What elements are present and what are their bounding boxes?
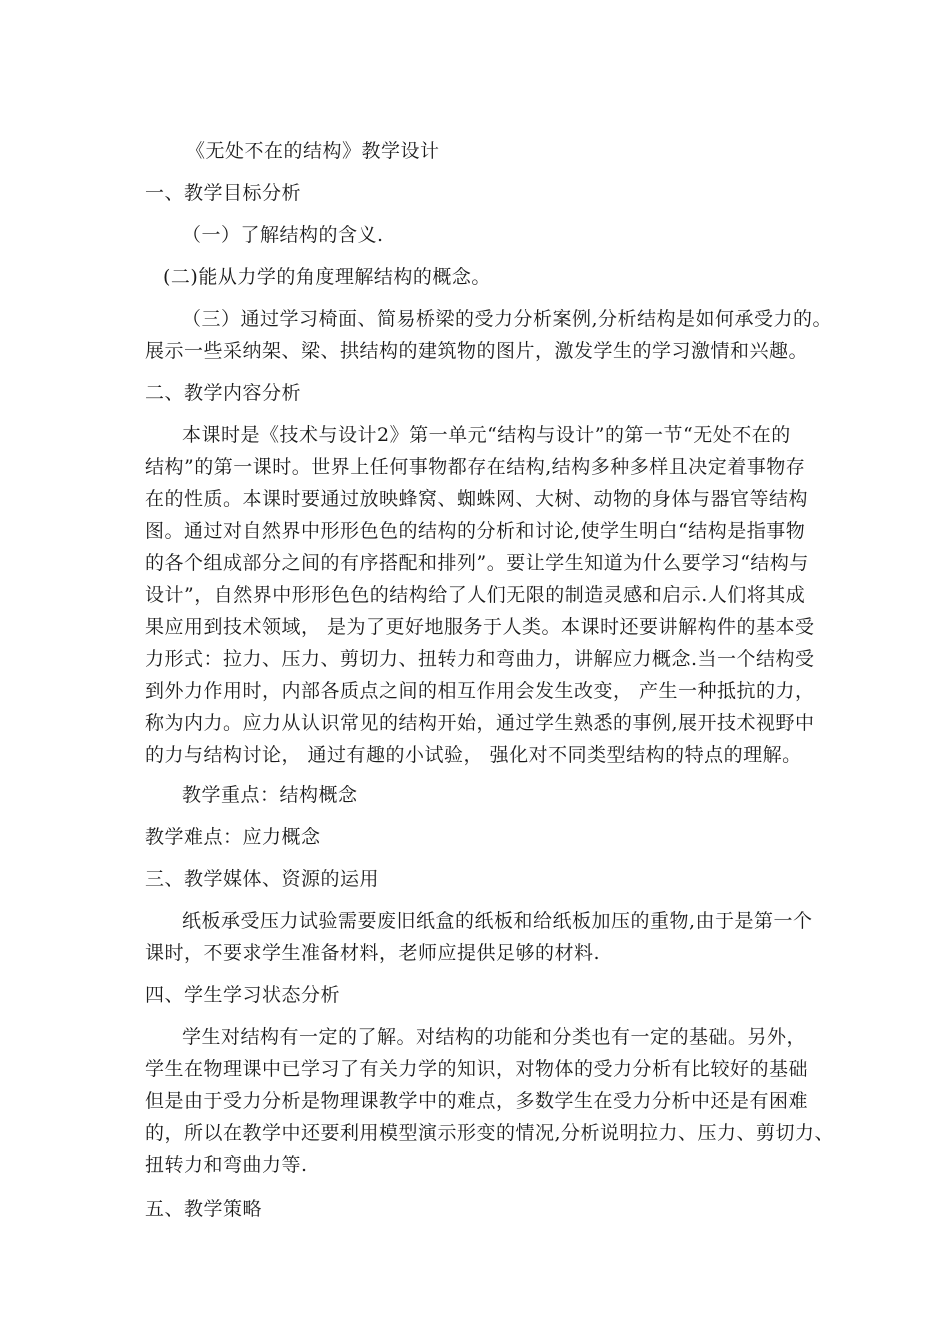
student-paragraph-line: 学生对结构有一定的了解。对结构的功能和分类也有一定的基础。另外， [182, 1026, 807, 1048]
document-title: 《无处不在的结构》教学设计 [186, 140, 440, 162]
content-paragraph-line: 的各个组成部分之间的有序搭配和排列”。要让学生知道为什么要学习“结构与 [145, 552, 809, 574]
section-heading-5: 五、教学策略 [145, 1198, 263, 1220]
content-paragraph-line: 设计”，自然界中形形色色的结构给了人们无限的制造灵感和启示.人们将其成 [145, 584, 806, 606]
content-paragraph-line: 本课时是《技术与设计2》第一单元“结构与设计”的第一节“无处不在的 [182, 424, 791, 446]
student-paragraph-line: 扭转力和弯曲力等. [145, 1154, 308, 1176]
content-paragraph-line: 果应用到技术领域， 是为了更好地服务于人类。本课时还要讲解构件的基本受 [145, 616, 815, 638]
section-heading-2: 二、教学内容分析 [145, 382, 302, 404]
content-paragraph-line: 称为内力。应力从认识常见的结构开始，通过学生熟悉的事例,展开技术视野中 [145, 712, 815, 734]
content-paragraph-line: 结构”的第一课时。世界上任何事物都存在结构,结构多种多样且决定着事物存 [145, 456, 806, 478]
objective-item-3-cont: 展示一些采纳架、梁、拱结构的建筑物的图片，激发学生的学习激情和兴趣。 [145, 340, 809, 362]
student-paragraph-line: 学生在物理课中已学习了有关力学的知识，对物体的受力分析有比较好的基础 [145, 1058, 809, 1080]
content-paragraph-line: 的力与结构讨论， 通过有趣的小试验， 强化对不同类型结构的特点的理解。 [145, 744, 802, 766]
media-paragraph-line: 纸板承受压力试验需要废旧纸盒的纸板和给纸板加压的重物,由于是第一个 [182, 910, 813, 932]
media-paragraph-line: 课时，不要求学生准备材料，老师应提供足够的材料. [145, 942, 601, 964]
student-paragraph-line: 的，所以在教学中还要利用模型演示形变的情况,分析说明拉力、压力、剪切力、 [145, 1122, 835, 1144]
objective-item-2: (二)能从力学的角度理解结构的概念。 [163, 266, 491, 288]
objective-item-3: （三）通过学习椅面、简易桥梁的受力分析案例,分析结构是如何承受力的。 [182, 308, 833, 330]
content-paragraph-line: 图。通过对自然界中形形色色的结构的分析和讨论,使学生明白“结构是指事物 [145, 520, 806, 542]
content-paragraph-line: 在的性质。本课时要通过放映蜂窝、蜘蛛网、大树、动物的身体与器官等结构 [145, 488, 809, 510]
student-paragraph-line: 但是由于受力分析是物理课教学中的难点，多数学生在受力分析中还是有困难 [145, 1090, 809, 1112]
section-heading-4: 四、学生学习状态分析 [145, 984, 341, 1006]
content-paragraph-line: 力形式：拉力、压力、剪切力、扭转力和弯曲力，讲解应力概念.当一个结构受 [145, 648, 815, 670]
teaching-focus: 教学重点：结构概念 [182, 784, 358, 806]
objective-item-1: （一）了解结构的含义. [182, 224, 384, 246]
teaching-difficulty: 教学难点：应力概念 [145, 826, 321, 848]
content-paragraph-line: 到外力作用时，内部各质点之间的相互作用会发生改变， 产生一种抵抗的力， [145, 680, 815, 702]
section-heading-3: 三、教学媒体、资源的运用 [145, 868, 380, 890]
section-heading-1: 一、教学目标分析 [145, 182, 302, 204]
